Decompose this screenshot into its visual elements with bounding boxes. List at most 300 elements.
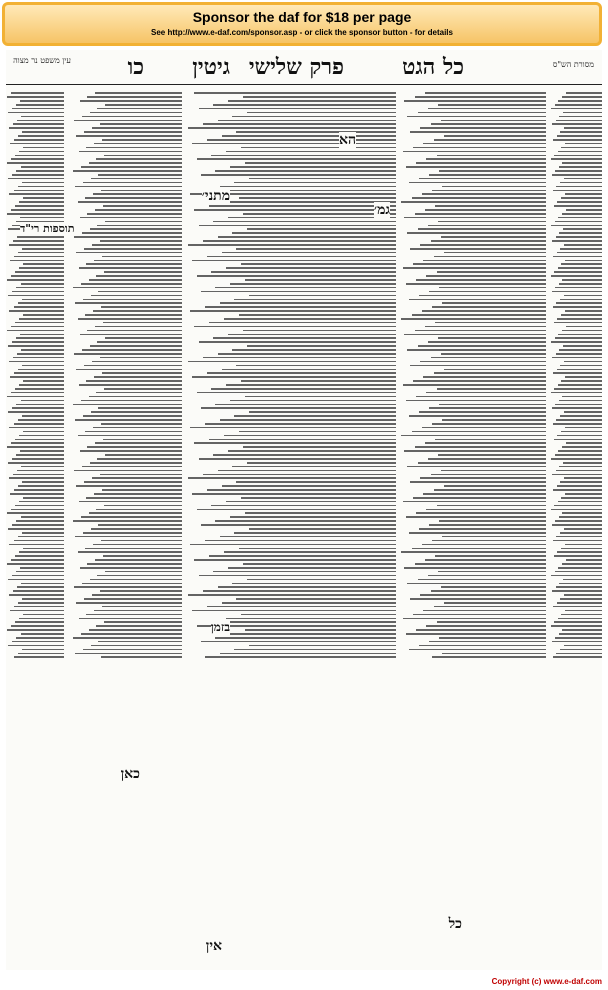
text-line bbox=[434, 489, 546, 491]
text-line bbox=[18, 419, 64, 421]
text-line bbox=[85, 314, 182, 316]
text-line bbox=[429, 524, 546, 526]
text-line bbox=[426, 625, 546, 627]
text-line bbox=[239, 548, 397, 550]
text-line bbox=[87, 446, 182, 448]
text-line bbox=[218, 586, 397, 588]
text-line bbox=[7, 279, 64, 281]
text-line bbox=[422, 544, 546, 546]
text-line bbox=[74, 470, 182, 472]
text-line bbox=[422, 193, 546, 195]
text-line bbox=[247, 462, 396, 464]
text-line bbox=[403, 151, 546, 153]
text-line bbox=[215, 287, 396, 289]
text-line bbox=[79, 267, 182, 269]
text-line bbox=[8, 295, 64, 297]
text-line bbox=[87, 96, 182, 98]
text-line bbox=[76, 252, 182, 254]
text-line bbox=[23, 314, 64, 316]
text-line bbox=[564, 178, 602, 180]
text-line bbox=[18, 536, 64, 538]
text-line bbox=[432, 306, 546, 308]
text-line bbox=[97, 341, 182, 343]
text-line bbox=[230, 516, 396, 518]
text-line bbox=[226, 267, 396, 269]
text-line bbox=[563, 112, 602, 114]
text-line bbox=[243, 563, 396, 565]
text-line bbox=[9, 594, 64, 596]
text-line bbox=[560, 649, 602, 651]
text-line bbox=[566, 559, 602, 561]
text-line bbox=[76, 369, 182, 371]
text-line bbox=[9, 310, 64, 312]
text-line bbox=[422, 310, 546, 312]
text-line bbox=[96, 625, 182, 627]
text-line bbox=[22, 248, 64, 250]
text-line bbox=[551, 275, 602, 277]
text-line bbox=[554, 205, 602, 207]
text-line bbox=[14, 190, 64, 192]
text-line bbox=[247, 228, 396, 230]
text-line bbox=[552, 407, 602, 409]
text-line bbox=[245, 162, 396, 164]
text-line bbox=[243, 96, 396, 98]
text-line bbox=[93, 193, 182, 195]
sponsor-banner[interactable] bbox=[2, 2, 602, 46]
text-line bbox=[419, 528, 546, 530]
text-line bbox=[199, 341, 396, 343]
text-line bbox=[79, 151, 182, 153]
text-line bbox=[561, 314, 602, 316]
text-line bbox=[432, 656, 546, 658]
text-line bbox=[444, 135, 546, 137]
text-line bbox=[8, 345, 64, 347]
text-line bbox=[557, 252, 602, 254]
text-line bbox=[80, 100, 182, 102]
text-line bbox=[15, 322, 64, 324]
text-line bbox=[85, 548, 182, 550]
text-line bbox=[561, 197, 602, 199]
text-line bbox=[205, 540, 396, 542]
text-line bbox=[556, 236, 602, 238]
text-line bbox=[16, 104, 64, 106]
text-line bbox=[101, 306, 182, 308]
text-line bbox=[562, 512, 602, 514]
text-line bbox=[21, 633, 65, 635]
text-line bbox=[101, 656, 182, 658]
text-line bbox=[564, 477, 602, 479]
text-line bbox=[404, 567, 546, 569]
text-line bbox=[557, 201, 602, 203]
text-line bbox=[100, 590, 183, 592]
text-line bbox=[22, 649, 64, 651]
text-line bbox=[13, 123, 64, 125]
text-line bbox=[84, 131, 182, 133]
text-line bbox=[564, 645, 602, 647]
text-line bbox=[11, 625, 64, 627]
text-line bbox=[431, 474, 546, 476]
text-line bbox=[557, 485, 602, 487]
text-line bbox=[563, 228, 602, 230]
text-line bbox=[14, 306, 64, 308]
text-line bbox=[19, 267, 64, 269]
text-line bbox=[80, 567, 182, 569]
text-line bbox=[94, 143, 182, 145]
text-line bbox=[234, 415, 396, 417]
text-line bbox=[104, 271, 182, 273]
text-line bbox=[442, 419, 546, 421]
text-line bbox=[407, 232, 546, 234]
text-line bbox=[232, 466, 396, 468]
text-line bbox=[444, 485, 546, 487]
text-line bbox=[20, 450, 64, 452]
text-line bbox=[556, 186, 602, 188]
text-line bbox=[23, 263, 64, 265]
text-line bbox=[425, 559, 546, 561]
text-line bbox=[211, 505, 396, 507]
text-line bbox=[13, 590, 64, 592]
text-line bbox=[243, 446, 396, 448]
text-line bbox=[562, 563, 602, 565]
text-line bbox=[431, 240, 546, 242]
text-line bbox=[565, 493, 602, 495]
text-line bbox=[224, 201, 396, 203]
text-line bbox=[434, 256, 546, 258]
text-line bbox=[555, 170, 602, 172]
gemara-end-word: בזמן bbox=[210, 620, 230, 634]
text-line bbox=[247, 345, 396, 347]
text-line bbox=[406, 166, 546, 168]
text-line bbox=[80, 334, 182, 336]
text-line bbox=[412, 314, 546, 316]
text-line bbox=[409, 182, 546, 184]
text-line bbox=[230, 166, 396, 168]
text-line bbox=[551, 392, 602, 394]
text-line bbox=[413, 263, 546, 265]
text-line bbox=[415, 563, 546, 565]
text-line bbox=[84, 598, 182, 600]
text-line bbox=[83, 532, 182, 534]
text-line bbox=[557, 135, 602, 137]
text-line bbox=[201, 407, 396, 409]
text-line bbox=[82, 583, 182, 585]
text-line bbox=[81, 633, 182, 635]
text-line bbox=[418, 112, 546, 114]
text-line bbox=[412, 548, 546, 550]
text-line bbox=[98, 641, 182, 643]
text-line bbox=[406, 400, 546, 402]
sponsor-subtitle[interactable]: See http://www.e-daf.com/sponsor.asp - or click the sponsor button - for details bbox=[151, 28, 453, 37]
text-line bbox=[10, 260, 64, 262]
text-line bbox=[23, 147, 64, 149]
text-line bbox=[218, 236, 397, 238]
text-line bbox=[420, 594, 546, 596]
text-line bbox=[85, 197, 182, 199]
text-line bbox=[203, 590, 396, 592]
text-line bbox=[92, 244, 182, 246]
text-line bbox=[555, 571, 602, 573]
text-line bbox=[211, 155, 396, 157]
text-line bbox=[15, 388, 64, 390]
text-line bbox=[437, 388, 547, 390]
text-line bbox=[211, 271, 396, 273]
text-line bbox=[22, 481, 64, 483]
text-line bbox=[551, 225, 602, 227]
text-line bbox=[8, 645, 64, 647]
text-line bbox=[428, 108, 546, 110]
text-line bbox=[102, 139, 182, 141]
text-line bbox=[73, 637, 182, 639]
text-line bbox=[412, 197, 546, 199]
sponsor-title[interactable]: Sponsor the daf for $18 per page bbox=[192, 9, 412, 25]
text-line bbox=[552, 474, 602, 476]
text-line bbox=[13, 357, 64, 359]
text-line bbox=[553, 190, 602, 192]
text-line bbox=[554, 271, 602, 273]
text-line bbox=[82, 466, 182, 468]
text-line bbox=[9, 477, 64, 479]
text-line bbox=[7, 512, 64, 514]
text-line bbox=[10, 376, 64, 378]
text-line bbox=[9, 544, 64, 546]
text-line bbox=[93, 310, 182, 312]
text-line bbox=[90, 112, 182, 114]
text-line bbox=[101, 190, 182, 192]
text-line bbox=[565, 376, 602, 378]
text-line bbox=[426, 509, 546, 511]
text-line bbox=[21, 516, 65, 518]
text-line bbox=[236, 365, 396, 367]
text-line bbox=[199, 108, 396, 110]
text-line bbox=[403, 267, 546, 269]
text-line bbox=[552, 123, 602, 125]
text-line bbox=[18, 485, 64, 487]
text-line bbox=[215, 637, 396, 639]
text-line bbox=[420, 361, 546, 363]
text-line bbox=[558, 618, 602, 620]
text-line bbox=[100, 357, 183, 359]
text-line bbox=[554, 388, 602, 390]
text-line bbox=[441, 586, 546, 588]
text-line bbox=[438, 454, 546, 456]
text-line bbox=[232, 583, 396, 585]
text-line bbox=[86, 263, 182, 265]
text-line bbox=[435, 555, 546, 557]
text-line bbox=[8, 462, 64, 464]
text-line bbox=[19, 318, 64, 320]
text-line bbox=[101, 423, 182, 425]
text-line bbox=[213, 337, 396, 339]
text-line bbox=[438, 571, 546, 573]
text-line bbox=[241, 147, 396, 149]
text-line bbox=[11, 559, 64, 561]
text-line bbox=[413, 497, 546, 499]
text-line bbox=[78, 435, 183, 437]
text-line bbox=[428, 458, 546, 460]
text-line bbox=[21, 349, 64, 351]
text-line bbox=[13, 240, 64, 242]
text-line bbox=[241, 497, 396, 499]
text-line bbox=[555, 404, 602, 406]
text-line bbox=[562, 330, 602, 332]
text-line bbox=[209, 205, 396, 207]
text-line bbox=[95, 209, 182, 211]
text-line bbox=[89, 512, 183, 514]
text-line bbox=[559, 400, 602, 402]
text-line bbox=[551, 341, 602, 343]
text-line bbox=[16, 520, 64, 522]
text-line bbox=[232, 116, 396, 118]
text-line bbox=[556, 586, 602, 588]
text-line bbox=[18, 135, 64, 137]
text-line bbox=[560, 598, 602, 600]
text-line bbox=[413, 380, 546, 382]
text-line bbox=[9, 193, 64, 195]
text-line bbox=[11, 92, 64, 94]
text-line bbox=[22, 182, 64, 184]
text-line bbox=[559, 633, 602, 635]
text-line bbox=[101, 540, 182, 542]
text-line bbox=[416, 396, 546, 398]
text-line bbox=[232, 349, 396, 351]
text-line bbox=[92, 594, 182, 596]
text-line bbox=[82, 232, 182, 234]
text-line bbox=[423, 260, 546, 262]
text-line bbox=[96, 392, 182, 394]
text-line bbox=[552, 174, 602, 176]
text-line bbox=[560, 248, 602, 250]
text-line bbox=[444, 602, 546, 604]
text-line bbox=[103, 322, 182, 324]
text-line bbox=[222, 135, 396, 137]
text-line bbox=[566, 326, 602, 328]
text-line bbox=[558, 567, 602, 569]
text-line bbox=[563, 579, 602, 581]
text-line bbox=[23, 380, 64, 382]
text-line bbox=[21, 466, 64, 468]
text-line bbox=[559, 166, 602, 168]
text-line bbox=[559, 349, 602, 351]
text-line bbox=[19, 384, 64, 386]
text-line bbox=[228, 567, 396, 569]
text-line bbox=[7, 213, 64, 215]
text-line bbox=[553, 489, 602, 491]
text-line bbox=[559, 516, 602, 518]
text-line bbox=[23, 614, 64, 616]
text-line bbox=[410, 248, 546, 250]
text-line bbox=[76, 602, 182, 604]
text-line bbox=[416, 629, 546, 631]
text-line bbox=[73, 404, 182, 406]
text-line bbox=[103, 439, 182, 441]
text-line bbox=[565, 193, 602, 195]
text-line bbox=[11, 392, 64, 394]
text-line bbox=[224, 551, 396, 553]
text-line bbox=[97, 108, 182, 110]
text-line bbox=[406, 283, 546, 285]
text-line bbox=[74, 120, 182, 122]
text-line bbox=[22, 598, 64, 600]
text-line bbox=[236, 248, 396, 250]
text-line bbox=[553, 656, 602, 658]
text-line bbox=[236, 481, 396, 483]
text-line bbox=[89, 396, 183, 398]
text-line bbox=[559, 583, 602, 585]
text-line bbox=[553, 256, 602, 258]
text-line bbox=[566, 442, 602, 444]
text-line bbox=[7, 396, 64, 398]
text-line bbox=[562, 162, 602, 164]
text-line bbox=[91, 645, 182, 647]
text-line bbox=[558, 450, 602, 452]
text-line bbox=[416, 162, 546, 164]
text-line bbox=[407, 349, 546, 351]
text-line bbox=[428, 225, 546, 227]
text-line bbox=[199, 458, 396, 460]
text-line bbox=[222, 602, 396, 604]
text-line bbox=[76, 135, 182, 137]
text-line bbox=[94, 376, 182, 378]
text-line bbox=[558, 217, 602, 219]
text-line bbox=[215, 404, 396, 406]
text-line bbox=[439, 404, 546, 406]
text-line bbox=[8, 528, 64, 530]
text-line bbox=[194, 326, 396, 328]
text-line bbox=[7, 446, 64, 448]
text-line bbox=[425, 92, 546, 94]
text-line bbox=[234, 299, 396, 301]
left-small-header: עין משפט נר מצוה bbox=[13, 56, 71, 65]
text-line bbox=[18, 369, 64, 371]
text-line bbox=[81, 400, 182, 402]
text-line bbox=[16, 404, 64, 406]
tosafot-rid-heading: תוספות רי"ד bbox=[20, 222, 75, 235]
text-line bbox=[207, 606, 396, 608]
text-line bbox=[226, 618, 396, 620]
text-line bbox=[18, 252, 64, 254]
text-line bbox=[86, 614, 182, 616]
text-line bbox=[98, 407, 182, 409]
text-line bbox=[15, 621, 64, 623]
text-line bbox=[17, 120, 64, 122]
text-line bbox=[14, 256, 64, 258]
text-line bbox=[203, 240, 396, 242]
text-line bbox=[564, 295, 602, 297]
text-line bbox=[434, 606, 546, 608]
text-line bbox=[552, 357, 602, 359]
text-line bbox=[560, 365, 602, 367]
text-line bbox=[559, 283, 602, 285]
text-line bbox=[213, 221, 396, 223]
text-line bbox=[218, 353, 397, 355]
text-line bbox=[215, 520, 396, 522]
right-margin-column bbox=[550, 90, 602, 970]
text-line bbox=[552, 291, 602, 293]
text-line bbox=[91, 295, 182, 297]
text-line bbox=[562, 396, 602, 398]
text-line bbox=[222, 369, 396, 371]
text-line bbox=[228, 217, 396, 219]
text-line bbox=[220, 653, 396, 655]
text-line bbox=[78, 551, 183, 553]
text-line bbox=[20, 100, 64, 102]
text-line bbox=[15, 505, 64, 507]
text-line bbox=[415, 330, 546, 332]
text-line bbox=[74, 353, 182, 355]
text-line bbox=[554, 439, 602, 441]
text-line bbox=[10, 143, 64, 145]
text-line bbox=[11, 275, 64, 277]
